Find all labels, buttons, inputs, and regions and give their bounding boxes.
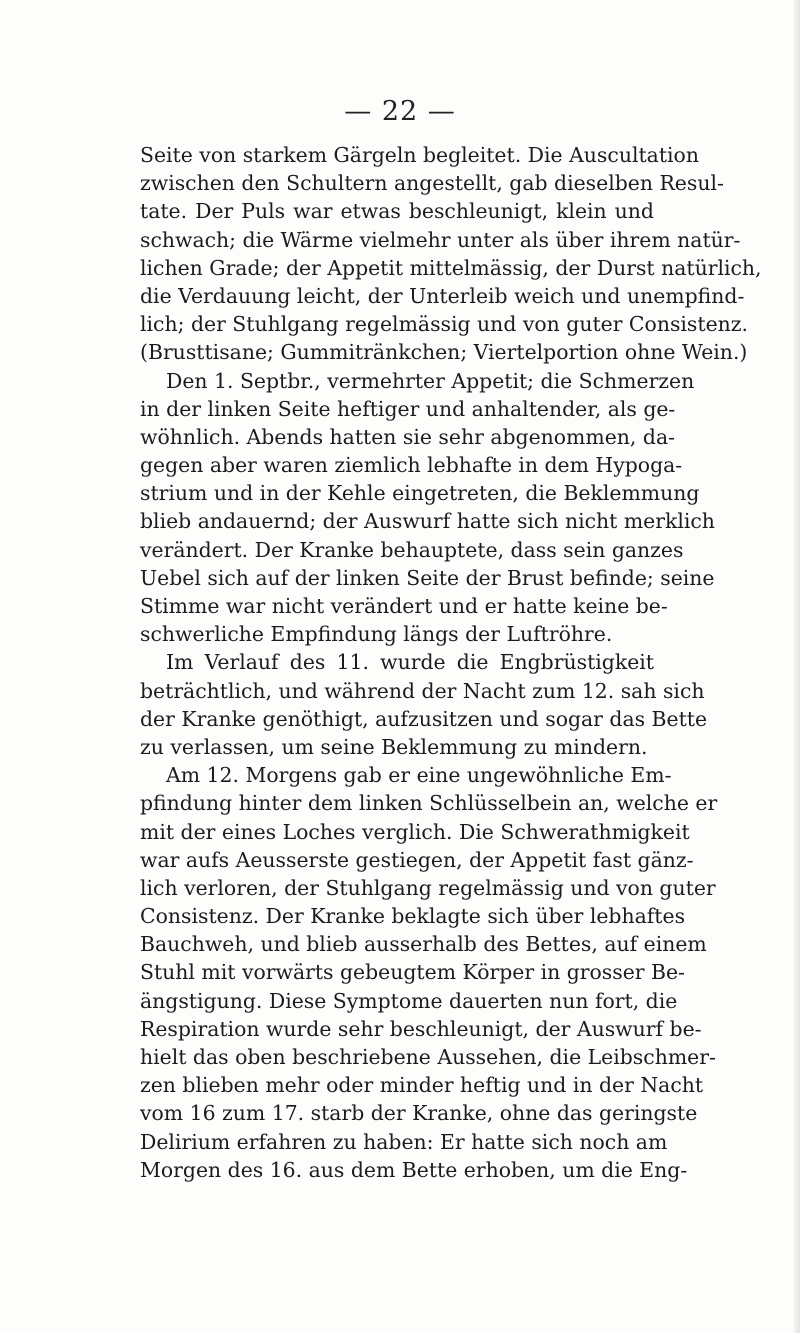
text-line: die Verdauung leicht, der Unterleib weich und unempfind-	[140, 283, 745, 308]
text-line: gegen aber waren ziemlich lebhafte in dem Hypoga-	[140, 453, 683, 478]
text-line: Stimme war nicht verändert und er hatte keine be-	[140, 594, 668, 618]
text-line: (Brusttisane; Gummitränkchen; Viertelportion ohne Wein.)	[140, 340, 748, 365]
text-line: war aufs Aeusserste gestiegen, der Appetit fast gänz-	[140, 847, 694, 872]
text-line: Bauchweh, und blieb ausserhalb des Bettes, auf einem	[140, 932, 707, 957]
text-line: der Kranke genöthigt, aufzusitzen und sogar das Bette	[140, 706, 708, 731]
text-line: wöhnlich. Abends hatten sie sehr abgenommen, da-	[140, 424, 675, 449]
text-line: verändert. Der Kranke behauptete, dass sein ganzes	[140, 537, 684, 562]
text-line: Consistenz. Der Kranke beklagte sich über lebhaftes	[140, 904, 686, 929]
text-line: lich verloren, der Stuhlgang regelmässig und von guter	[140, 875, 716, 900]
text-line: hielt das oben beschriebene Aussehen, die Leibschmer-	[140, 1045, 716, 1069]
text-line: in der linken Seite heftiger und anhaltender, als ge-	[140, 396, 676, 421]
text-line: Stuhl mit vorwärts gebeugtem Körper in grosser Be-	[140, 960, 685, 985]
text-line: ängstigung. Diese Symptome dauerten nun fort, die	[140, 988, 678, 1013]
text-line: schwach; die Wärme vielmehr unter als über ihrem natür-	[140, 227, 741, 252]
text-line: Den 1. Septbr., vermehrter Appetit; die Schmerzen	[166, 368, 695, 393]
text-line: tate. Der Puls war etwas beschleunigt, klein und	[140, 199, 654, 224]
page-number: — 22 —	[344, 96, 456, 127]
text-line: Seite von starkem Gärgeln begleitet. Die Auscultation	[140, 143, 699, 167]
text-line: pfindung hinter dem linken Schlüsselbein an, welche er	[140, 791, 718, 816]
text-line: zwischen den Schultern angestellt, gab dieselben Resul-	[140, 171, 724, 196]
text-line: lichen Grade; der Appetit mittelmässig, der Durst natürlich,	[140, 255, 762, 280]
text-line: Respiration wurde sehr beschleunigt, der Auswurf be-	[140, 1016, 702, 1041]
text-line: Morgen des 16. aus dem Bette erhoben, um die Eng-	[140, 1157, 688, 1182]
text-line: blieb andauernd; der Auswurf hatte sich nicht merklich	[140, 509, 715, 534]
text-line: schwerliche Empfindung längs der Luftröhre.	[140, 622, 613, 647]
text-line: Am 12. Morgens gab er eine ungewöhnliche Em-	[166, 763, 672, 788]
body-text	[140, 141, 762, 1184]
text-line: mit der eines Loches verglich. Die Schwerathmigkeit	[140, 819, 690, 844]
text-line: strium und in der Kehle eingetreten, die Beklemmung	[140, 481, 700, 506]
text-line: beträchtlich, und während der Nacht zum 12. sah sich	[140, 678, 705, 703]
text-line: Delirium erfahren zu haben: Er hatte sich noch am	[140, 1129, 668, 1154]
text-line: zu verlassen, um seine Beklemmung zu mindern.	[140, 734, 648, 759]
text-line: lich; der Stuhlgang regelmässig und von guter Consistenz.	[140, 312, 749, 337]
page-edge	[794, 0, 800, 1333]
text-line: zen blieben mehr oder minder heftig und in der Nacht	[140, 1073, 704, 1098]
text-line: vom 16 zum 17. starb der Kranke, ohne das geringste	[140, 1101, 698, 1126]
text-line: Uebel sich auf der linken Seite der Brust befinde; seine	[140, 565, 715, 590]
text-line: Im Verlauf des 11. wurde die Engbrüstigkeit	[166, 650, 654, 675]
